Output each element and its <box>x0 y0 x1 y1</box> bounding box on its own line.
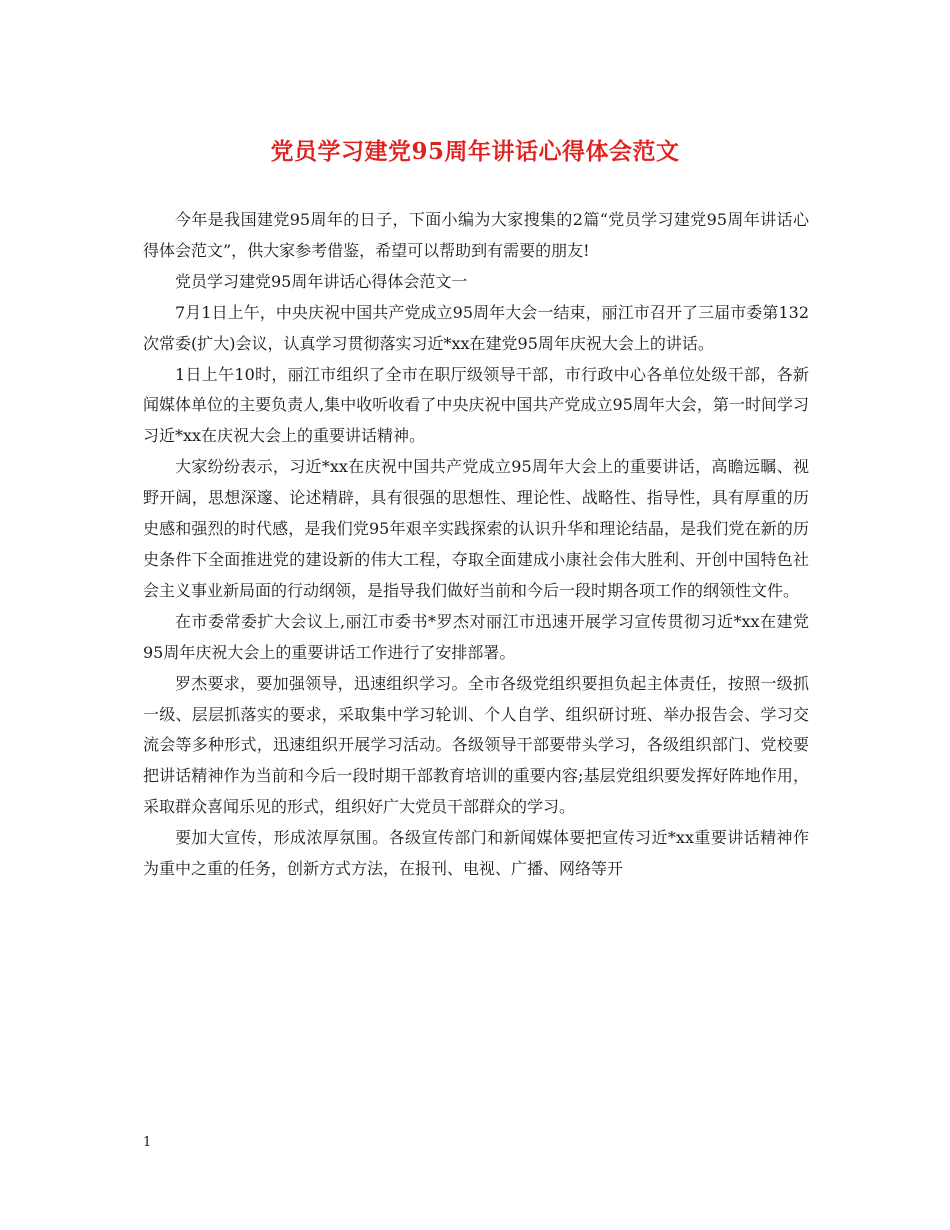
paragraph: 1日上午10时，丽江市组织了全市在职厅级领导干部，市行政中心各单位处级干部，各新闻媒体单位的主要负责人,集中收听收看了中央庆祝中国共产党成立95周年大会，第一时间学习习近*xx在庆祝大会上的重要讲话精神。 <box>143 364 809 446</box>
document-body <box>143 205 809 885</box>
paragraph: 在市委常委扩大会议上,丽江市委书*罗杰对丽江市迅速开展学习宣传贯彻习近*xx在建党95周年庆祝大会上的重要讲话工作进行了安排部署。 <box>143 611 809 662</box>
paragraph: 7月1日上午，中央庆祝中国共产党成立95周年大会一结束，丽江市召开了三届市委第132次常委(扩大)会议，认真学习贯彻落实习近*xx在建党95周年庆祝大会上的讲话。 <box>143 302 809 353</box>
paragraph: 罗杰要求，要加强领导，迅速组织学习。全市各级党组织要担负起主体责任，按照一级抓一级、层层抓落实的要求，采取集中学习轮训、个人自学、组织研讨班、举办报告会、学习交流会等多种形式，迅速组织开展学习活动。各级领导干部要带头学习，各级组织部门、党校要把讲话精神作为当前和今后一段时期干部教育培训的重要内容;基层党组织要发挥好阵地作用，采取群众喜闻乐见的形式，组织好广大党员干部群众的学习。 <box>143 673 809 817</box>
paragraph: 要加大宣传，形成浓厚氛围。各级宣传部门和新闻媒体要把宣传习近*xx重要讲话精神作为重中之重的任务，创新方式方法，在报刊、电视、广播、网络等开 <box>143 828 809 879</box>
page-number: 1 <box>143 1135 152 1150</box>
paragraph-intro: 今年是我国建党95周年的日子，下面小编为大家搜集的2篇“党员学习建党95周年讲话心得体会范文”，供大家参考借鉴，希望可以帮助到有需要的朋友! <box>143 210 809 260</box>
paragraph: 大家纷纷表示，习近*xx在庆祝中国共产党成立95周年大会上的重要讲话，高瞻远瞩、视野开阔，思想深邃、论述精辟，具有很强的思想性、理论性、战略性、指导性，具有厚重的历史感和强烈的时代感，是我们党95年艰辛实践探索的认识升华和理论结晶，是我们党在新的历史条件下全面推进党的建设新的伟大工程，夺取全面建成小康社会伟大胜利、开创中国特色社会主义事业新局面的行动纲领，是指导我们做好当前和今后一段时期各项工作的纲领性文件。 <box>143 457 809 600</box>
page-title: 党员学习建党95周年讲话心得体会范文 <box>270 138 680 165</box>
section-heading: 党员学习建党95周年讲话心得体会范文一 <box>175 271 468 291</box>
